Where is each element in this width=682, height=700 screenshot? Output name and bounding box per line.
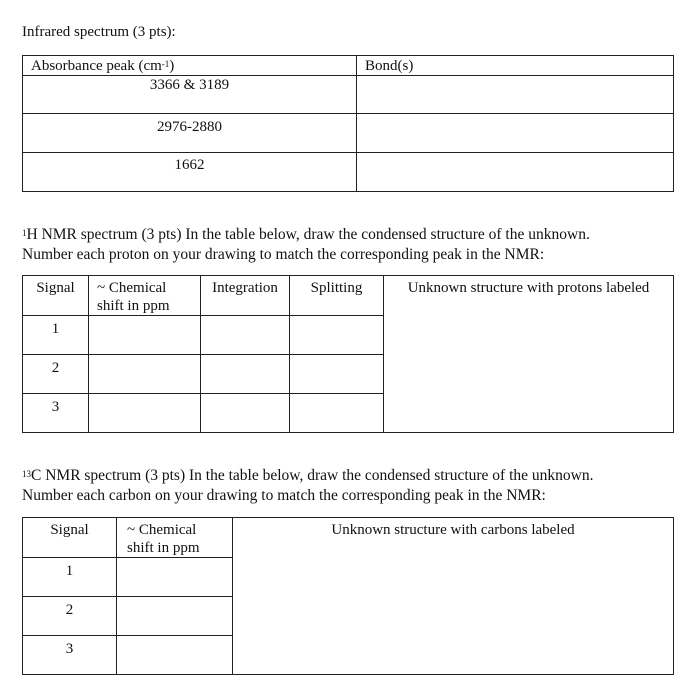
ir-bond-answer-cell[interactable] <box>357 114 674 153</box>
cnmr-shift-answer-cell[interactable] <box>117 558 233 597</box>
hnmr-shift-answer-cell[interactable] <box>89 394 201 433</box>
hnmr-signal-cell: 2 <box>23 355 89 394</box>
cnmr-structure-area[interactable] <box>233 518 674 675</box>
ir-table <box>22 55 674 192</box>
cnmr-structure-label: Unknown structure with carbons labeled <box>331 522 575 538</box>
hnmr-integration-answer-cell[interactable] <box>201 394 290 433</box>
cnmr-instructions <box>22 466 672 506</box>
table-row <box>23 114 674 153</box>
hnmr-signal-cell: 3 <box>23 394 89 433</box>
hnmr-header-integration: Integration <box>201 276 290 316</box>
ir-absorbance-cell: 1662 <box>23 153 357 192</box>
hnmr-splitting-answer-cell[interactable] <box>290 355 384 394</box>
ir-bond-answer-cell[interactable] <box>357 76 674 114</box>
hnmr-instructions-line1 <box>22 225 672 245</box>
cnmr-signal-cell: 2 <box>23 597 117 636</box>
cnmr-table <box>22 517 674 675</box>
hnmr-line1-text: H NMR spectrum (3 pts) In the table below, draw the condensed structure of the unknown. <box>26 226 590 243</box>
cnmr-header-signal: Signal <box>23 518 117 558</box>
cnmr-instructions-line1 <box>22 466 672 486</box>
hnmr-shift-answer-cell[interactable] <box>89 355 201 394</box>
cnmr-shift-answer-cell[interactable] <box>117 636 233 675</box>
ir-header-bonds: Bond(s) <box>357 56 674 76</box>
hnmr-sup: 1 <box>22 228 27 238</box>
hnmr-instructions <box>22 225 672 265</box>
table-row <box>23 76 674 114</box>
cnmr-header-shift <box>117 518 233 558</box>
cnmr-instructions-line2: Number each carbon on your drawing to match the corresponding peak in the NMR: <box>22 487 546 504</box>
ir-header-absorbance-text: Absorbance peak (cm <box>31 57 162 74</box>
hnmr-header-shift <box>89 276 201 316</box>
cnmr-signal-cell: 3 <box>23 636 117 675</box>
ir-title: Infrared spectrum (3 pts): <box>22 24 176 40</box>
hnmr-shift-answer-cell[interactable] <box>89 316 201 355</box>
ir-header-absorbance-close: ) <box>169 57 175 74</box>
table-row <box>23 153 674 192</box>
cnmr-header-shift-line1: ~ Chemical <box>127 522 197 538</box>
cnmr-signal-cell: 1 <box>23 558 117 597</box>
hnmr-header-shift-line2: shift in ppm <box>97 298 170 314</box>
ir-header-absorbance <box>23 56 357 76</box>
ir-header-absorbance-sup: -1 <box>161 58 170 69</box>
hnmr-integration-answer-cell[interactable] <box>201 355 290 394</box>
ir-bond-answer-cell[interactable] <box>357 153 674 192</box>
hnmr-header-signal: Signal <box>23 276 89 316</box>
hnmr-splitting-answer-cell[interactable] <box>290 394 384 433</box>
hnmr-header-shift-line1: ~ Chemical <box>97 280 167 296</box>
hnmr-instructions-line2: Number each proton on your drawing to match the corresponding peak in the NMR: <box>22 246 545 263</box>
hnmr-integration-answer-cell[interactable] <box>201 316 290 355</box>
hnmr-header-splitting: Splitting <box>290 276 384 316</box>
hnmr-structure-label: Unknown structure with protons labeled <box>407 280 650 296</box>
hnmr-table <box>22 275 674 433</box>
cnmr-header-shift-line2: shift in ppm <box>127 540 200 556</box>
hnmr-structure-area[interactable] <box>384 276 674 433</box>
ir-absorbance-cell: 3366 & 3189 <box>23 76 357 114</box>
cnmr-sup: 13 <box>22 469 31 479</box>
ir-absorbance-cell: 2976-2880 <box>23 114 357 153</box>
cnmr-shift-answer-cell[interactable] <box>117 597 233 636</box>
hnmr-signal-cell: 1 <box>23 316 89 355</box>
hnmr-splitting-answer-cell[interactable] <box>290 316 384 355</box>
cnmr-line1-text: C NMR spectrum (3 pts) In the table below, draw the condensed structure of the unknown. <box>31 467 594 484</box>
